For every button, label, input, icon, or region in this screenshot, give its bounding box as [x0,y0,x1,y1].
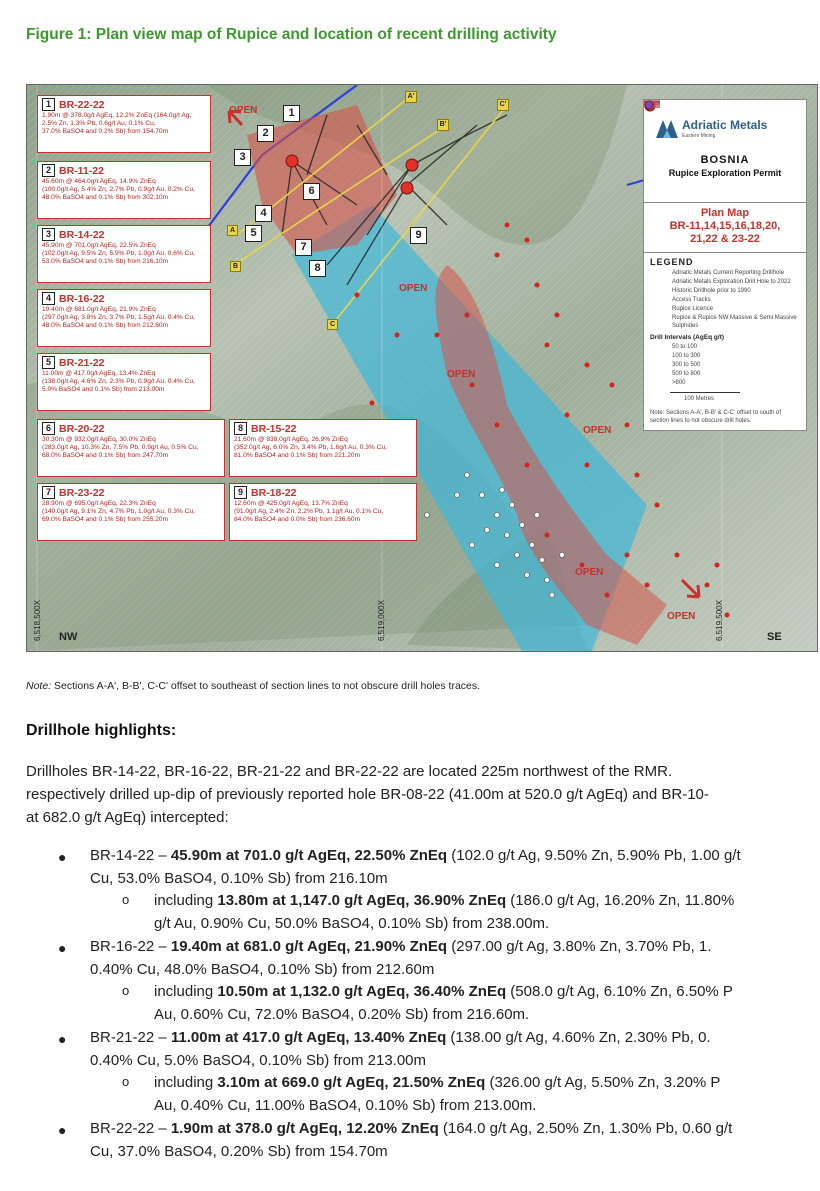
map-note [26,680,480,692]
open-label: OPEN [447,369,476,380]
hl-bold: 13.80m at 1,147.0 g/t AgEq, 36.90% ZnEq [217,892,507,909]
callout-line: 45.60m @ 464.0g/t AgEq, 14.9% ZnEq [42,178,156,185]
brand-permit: Rupice Exploration Permit [668,168,782,178]
intervals-title: Drill Intervals (AgEq g/t) [650,334,725,341]
highlight-line [90,1026,711,1049]
plan-title [644,203,806,253]
direction-se: SE [767,631,782,643]
callout-number: 4 [42,292,55,305]
callout-line: 30.30m @ 932.0g/t AgEq, 30.0% ZnEq [42,436,156,443]
callout-line: 37.0% BaSO4 and 0.2% Sb) from 154.70m [42,128,169,135]
callout-line: 11.00m @ 417.0g/t AgEq, 13.4% ZnEq [42,370,156,377]
open-label: OPEN [229,105,258,116]
interval-item [650,361,800,369]
para-line: at 682.0 g/t AgEq) intercepted: [26,809,229,826]
sub-bullet-icon: o [122,892,130,907]
callout-line: (352.0g/t Ag, 6.0% Zn, 3.4% Pb, 1.6g/t Au, 0.3% Cu, [234,444,387,451]
legend-item [650,296,800,304]
legend-note: Note: Sections A-A', B-B' & C-C' offset to south of section lines to not obscure drill holes. [650,410,782,424]
callout-line: (297.0g/t Ag, 3.8% Zn, 3.7% Pb, 1.5g/t Au, 0.4% Cu, [42,314,195,321]
callout-line: (140.0g/t Ag, 9.1% Zn, 4.7% Pb, 1.0g/t Au, 0.3% Cu, [42,508,195,515]
highlight-cont: Cu, 37.0% BaSO4, 0.20% Sb) from 154.70m [90,1143,388,1160]
sub-highlight-line [154,980,733,1003]
highlight-cont: 0.40% Cu, 48.0% BaSO4, 0.10% Sb) from 212.60m [90,961,435,978]
callout-line: 84.0% BaSO4 and 0.0% Sb) from 236.60m [234,516,361,523]
brand-block [644,100,806,203]
section-label-a: A [227,225,238,236]
hl-rest: (326.00 g/t Ag, 5.50% Zn, 3.20% P [485,1074,721,1091]
plan-line: BR-11,14,15,16,18,20, [669,220,781,232]
sub-bullet-icon: o [122,983,130,998]
interval-item [650,343,800,351]
hl-prefix: BR-21-22 – [90,1029,171,1046]
open-label: OPEN [583,425,612,436]
legend-item-label: Rupice & Rupice NW Massive & Semi Massive Sulphides [672,315,797,329]
callout-line: (100.0g/t Ag, 5.4% Zn, 2.7% Pb, 0.9g/t Au, 0.2% Cu, [42,186,195,193]
scale-bar [670,392,740,393]
map-tag-8: 8 [309,260,326,277]
sub-bullet-icon: o [122,1074,130,1089]
brand-country: BOSNIA [700,154,750,166]
sub-highlight-cont: Au, 0.60% Cu, 72.0% BaSO4, 0.20% Sb) from 216.60m. [154,1006,530,1023]
interval-label: 300 to 500 [672,362,701,368]
hl-rest: (186.0 g/t Ag, 16.20% Zn, 11.80% [506,892,735,909]
legend-item-label: Rupice Licence [672,306,714,312]
bullet-icon: ● [58,1122,67,1138]
callout-hole: BR-23-22 [59,486,105,499]
highlight-line [90,844,741,867]
legend-title: LEGEND [650,257,694,267]
sub-highlight-cont: g/t Au, 0.90% Cu, 50.0% BaSO4, 0.10% Sb) from 238.00m. [154,915,550,932]
callout-number: 6 [42,422,55,435]
callout-line: (138.0g/t Ag, 4.6% Zn, 2.3% Pb, 0.9g/t Au, 0.4% Cu, [42,378,195,385]
callout-br-22-22 [37,95,211,153]
interval-item [650,352,800,360]
map-tag-7: 7 [295,239,312,256]
callout-line: 19.40m @ 681.0g/t AgEq, 21.9% ZnEq [42,306,156,313]
section-heading: Drillhole highlights: [26,722,177,739]
callout-number: 9 [234,486,247,499]
callout-hole: BR-21-22 [59,356,105,369]
hl-prefix: including [154,983,218,1000]
bullet-icon: ● [58,940,67,956]
map-tag-6: 6 [303,183,320,200]
callout-hole: BR-18-22 [251,486,297,499]
legend-item-label: Historic Drillhole prior to 1990 [672,288,751,294]
sub-highlight-cont: Au, 0.40% Cu, 11.00% BaSO4, 0.10% Sb) from 213.00m. [154,1097,537,1114]
callout-line: 2.5% Zn, 1.3% Pb, 0.6g/t Au, 0.1% Cu, [42,120,156,127]
callout-line: 1.90m @ 378.0g/t AgEq, 12.2% ZnEq (164.0g/t Ag, [42,112,192,119]
hl-bold: 10.50m at 1,132.0 g/t AgEq, 36.40% ZnEq [217,983,507,1000]
hl-prefix: BR-16-22 – [90,938,171,955]
callout-br-21-22 [37,353,211,411]
callout-line: 69.0% BaSO4 and 0.1% Sb) from 255.20m [42,516,169,523]
callout-number: 8 [234,422,247,435]
legend-item [650,278,800,286]
section-label-c: C [327,319,338,330]
para-line: Drillholes BR-14-22, BR-16-22, BR-21-22 and BR-22-22 are located 225m northwest of the RMR. [26,763,673,780]
hl-bold: 3.10m at 669.0 g/t AgEq, 21.50% ZnEq [217,1074,486,1091]
open-label: OPEN [399,283,428,294]
highlight-cont: Cu, 53.0% BaSO4, 0.10% Sb) from 216.10m [90,870,388,887]
interval-item [650,370,800,378]
hl-rest: (102.0 g/t Ag, 9.50% Zn, 5.90% Pb, 1.00 g/t [447,847,741,864]
callout-line: 48.0% BaSO4 and 0.1% Sb) from 302.10m [42,194,169,201]
brand-name: Adriatic Metals [682,118,768,132]
section-label-b-prime: B' [437,119,449,131]
callout-number: 2 [42,164,55,177]
legend-item [650,269,800,277]
callout-hole: BR-14-22 [59,228,105,241]
callout-line: (283.0g/t Ag, 10.3% Zn, 7.5% Pb, 0.9g/t Au, 0.5% Cu, [42,444,199,451]
hl-bold: 19.40m at 681.0 g/t AgEq, 21.90% ZnEq [170,938,448,955]
highlight-line [90,935,711,958]
map-tag-4: 4 [255,205,272,222]
adriatic-logo-icon [654,118,680,140]
interval-item [650,379,800,387]
callout-line: 53.0% BaSO4 and 0.1% Sb) from 216.10m [42,258,169,265]
hl-rest: (297.00 g/t Ag, 3.80% Zn, 3.70% Pb, 1. [447,938,712,955]
legend-item [650,305,800,313]
figure-title: Figure 1: Plan view map of Rupice and location of recent drilling activity [26,26,557,43]
hl-rest: (508.0 g/t Ag, 6.10% Zn, 6.50% P [506,983,733,1000]
plan-line: Plan Map [700,207,750,219]
callout-line: 21.60m @ 838.0g/t AgEq, 26.9% ZnEq [234,436,348,443]
hl-bold: 1.90m at 378.0 g/t AgEq, 12.20% ZnEq [170,1120,439,1137]
section-label-a-prime: A' [405,91,417,103]
section-label-c-prime: C' [497,99,509,111]
open-label: OPEN [575,567,604,578]
legend-item [650,287,800,295]
hl-prefix: including [154,1074,218,1091]
callout-hole: BR-15-22 [251,422,297,435]
interval-label: 100 to 300 [672,353,701,359]
callout-line: 68.0% BaSO4 and 0.1% Sb) from 247.70m [42,452,169,459]
map-tag-3: 3 [234,149,251,166]
hl-rest: (138.00 g/t Ag, 4.60% Zn, 2.30% Pb, 0. [446,1029,711,1046]
hl-bold: 11.00m at 417.0 g/t AgEq, 13.40% ZnEq [170,1029,447,1046]
hl-prefix: BR-14-22 – [90,847,171,864]
coord-label: 6,519,500X [715,600,724,641]
coord-label: 6,519,000X [377,600,386,641]
callout-line: (91.0g/t Ag, 2.4% Zn, 2.2% Pb, 1.1g/t Au, 0.1% Cu, [234,508,384,515]
callout-line: 28.90m @ 695.0g/t AgEq, 22.3% ZnEq [42,500,156,507]
hl-bold: 45.90m at 701.0 g/t AgEq, 22.50% ZnEq [170,847,448,864]
open-label: OPEN [667,611,696,622]
callout-br-16-22 [37,289,211,347]
callout-br-14-22 [37,225,211,283]
map-tag-1: 1 [283,105,300,122]
legend-item [650,314,800,330]
callout-number: 7 [42,486,55,499]
legend [644,253,806,430]
callout-number: 3 [42,228,55,241]
interval-label: >800 [672,380,686,386]
sub-highlight-line [154,889,734,912]
callout-line: 81.0% BaSO4 and 0.1% Sb) from 221.20m [234,452,361,459]
plan-map [26,84,818,652]
callout-line: 12.60m @ 425.0g/t AgEq, 13.7% ZnEq [234,500,348,507]
note-text: Sections A-A', B-B', C-C' offset to southeast of section lines to not obscure drill holes traces. [51,680,481,692]
legend-item-label: Adriatic Metals Exploration Drill Hole to 2022 [672,279,791,285]
interval-label: 50 to 100 [672,344,698,350]
callout-br-11-22 [37,161,211,219]
scale-label: 100 Metres [684,396,715,402]
note-label: Note: [26,680,52,692]
callout-hole: BR-20-22 [59,422,105,435]
plan-line: 21,22 & 23-22 [690,233,760,245]
brand-sub: Eastern Mining [682,133,716,139]
map-tag-9: 9 [410,227,427,244]
callout-hole: BR-22-22 [59,98,105,111]
para-line: respectively drilled up-dip of previously reported hole BR-08-22 (41.00m at 520.0 g/t AgEq) and BR-10- [26,786,709,803]
interval-label: 500 to 800 [672,371,701,377]
callout-line: 48.0% BaSO4 and 0.1% Sb) from 212.60m [42,322,169,329]
hl-prefix: including [154,892,218,909]
callout-br-23-22 [37,483,225,541]
callout-number: 1 [42,98,55,111]
hl-prefix: BR-22-22 – [90,1120,171,1137]
callout-line: 45.90m @ 701.0g/t AgEq, 22.5% ZnEq [42,242,156,249]
legend-item-label: Access Tracks [672,297,711,303]
section-label-b: B [230,261,241,272]
highlight-line [90,1117,732,1140]
map-tag-2: 2 [257,125,274,142]
callout-br-15-22 [229,419,417,477]
map-tag-5: 5 [245,225,262,242]
callout-number: 5 [42,356,55,369]
callout-hole: BR-16-22 [59,292,105,305]
legend-item-label: Adriatic Metals Current Reporting Drillhole [672,270,785,276]
callout-line: 5.0% BaSO4 and 0.1% Sb) from 213.00m [42,386,165,393]
bullet-icon: ● [58,1031,67,1047]
callout-br-18-22 [229,483,417,541]
intro-paragraph [26,760,820,829]
callout-hole: BR-11-22 [59,164,104,177]
callout-line: (102.0g/t Ag, 9.5% Zn, 5.9% Pb, 1.0g/t Au, 0.6% Cu, [42,250,195,257]
callout-br-20-22 [37,419,225,477]
highlight-cont: 0.40% Cu, 5.0% BaSO4, 0.10% Sb) from 213.00m [90,1052,427,1069]
legend-panel [643,99,807,431]
coord-label: 6,518,500X [33,600,42,641]
sub-highlight-line [154,1071,720,1094]
hl-rest: (164.0 g/t Ag, 2.50% Zn, 1.30% Pb, 0.60 g/t [438,1120,733,1137]
direction-nw: NW [59,631,78,643]
bullet-icon: ● [58,849,67,865]
